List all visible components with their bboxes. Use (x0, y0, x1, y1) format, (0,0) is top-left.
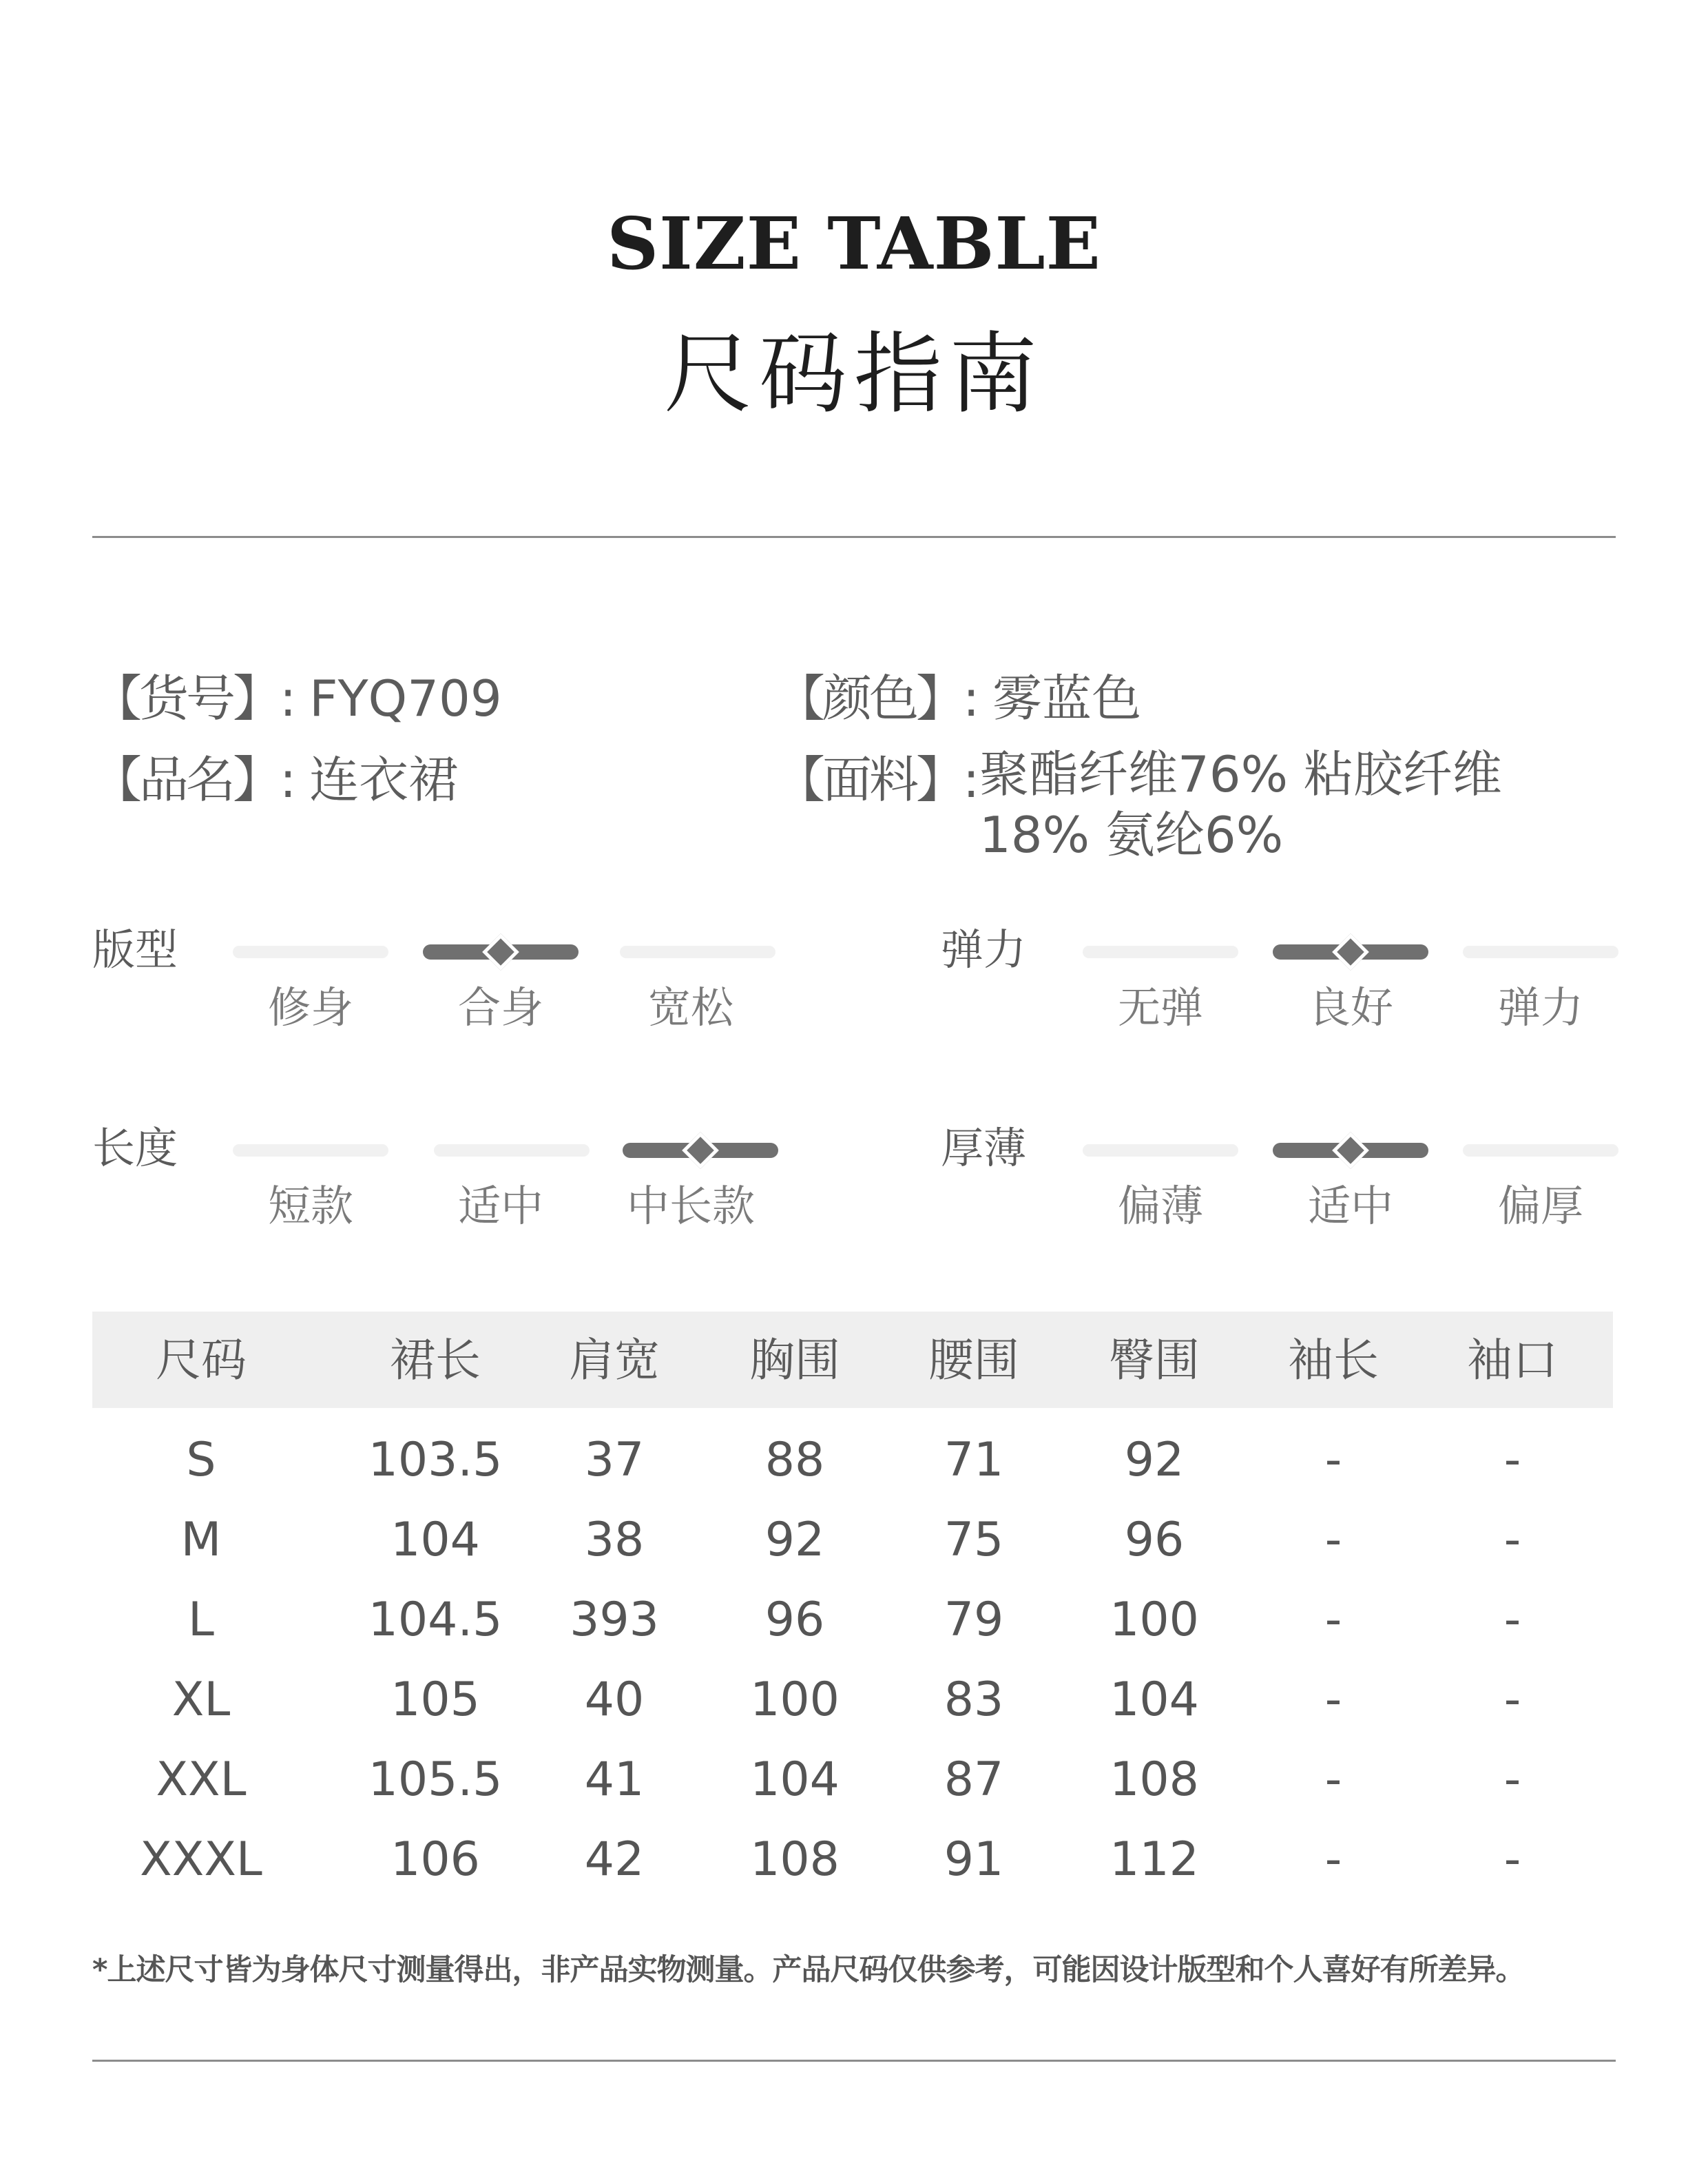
table-cell: - (1503, 1513, 1521, 1567)
scale-segment (233, 1144, 388, 1157)
table-cell: - (1324, 1673, 1342, 1727)
table-cell: 91 (944, 1832, 1004, 1887)
table-cell: 42 (584, 1832, 645, 1887)
item-number-row (92, 670, 502, 727)
table-cell: - (1503, 1832, 1521, 1887)
table-cell: 79 (944, 1593, 1004, 1647)
table-cell: 92 (764, 1513, 825, 1567)
table-cell: 104 (1110, 1673, 1199, 1727)
option-label: 无弹 (1117, 982, 1203, 1033)
attribute-label: 长度 (92, 1123, 178, 1173)
table-cell: 88 (764, 1433, 825, 1487)
table-cell: 83 (944, 1673, 1004, 1727)
fabric-value: 聚酯纤维76% 粘胶纤维18% 氨纶6% (979, 745, 1502, 864)
top-divider (92, 536, 1616, 538)
size-cell: M (180, 1513, 222, 1567)
product-name-value: 连衣裙 (309, 751, 459, 809)
bottom-divider (92, 2060, 1616, 2062)
table-cell: - (1503, 1752, 1521, 1807)
table-cell: 96 (1124, 1513, 1185, 1567)
option-label: 适中 (1307, 1181, 1393, 1231)
scale-segment (1463, 1144, 1618, 1157)
table-header-cell: 肩宽 (569, 1334, 660, 1387)
table-cell: 105.5 (368, 1752, 503, 1807)
fabric-row (775, 751, 977, 809)
item-number-value: FYQ709 (309, 670, 502, 727)
option-label: 弹力 (1497, 982, 1583, 1033)
option-label: 偏薄 (1117, 1181, 1203, 1231)
product-name-row (92, 751, 459, 809)
table-cell: 104.5 (368, 1593, 503, 1647)
table-cell: 41 (584, 1752, 645, 1807)
scale-segment (620, 946, 775, 958)
table-cell: - (1503, 1433, 1521, 1487)
product-name-label: 【品名】: (92, 751, 294, 809)
scale-segment (233, 946, 388, 958)
table-header-cell: 腰围 (928, 1334, 1019, 1387)
option-label: 良好 (1307, 982, 1393, 1033)
table-cell: 40 (584, 1673, 645, 1727)
item-number-label: 【货号】: (92, 670, 294, 727)
scale-segment-selected (423, 944, 579, 960)
selected-marker-icon (1332, 1132, 1369, 1169)
table-cell: 105 (390, 1673, 480, 1727)
table-header-cell: 胸围 (749, 1334, 840, 1387)
table-cell: 112 (1110, 1832, 1199, 1887)
table-header-cell: 臀围 (1109, 1334, 1200, 1387)
table-cell: - (1324, 1433, 1342, 1487)
attribute-label: 弹力 (941, 924, 1027, 975)
scale-segment-selected (1273, 1143, 1428, 1158)
table-cell: - (1503, 1673, 1521, 1727)
table-cell: - (1324, 1513, 1342, 1567)
size-cell: XL (171, 1673, 231, 1727)
size-cell: S (186, 1433, 216, 1487)
option-label: 适中 (457, 1181, 543, 1231)
option-label: 短款 (267, 1181, 353, 1231)
table-cell: 106 (390, 1832, 480, 1887)
scale-segment (1463, 946, 1618, 958)
table-header-cell: 袖口 (1467, 1334, 1558, 1387)
size-cell: L (188, 1593, 214, 1647)
option-label: 中长款 (626, 1181, 755, 1231)
table-cell: 75 (944, 1513, 1004, 1567)
attribute-label: 版型 (92, 924, 178, 975)
table-cell: 108 (750, 1832, 840, 1887)
table-cell: - (1324, 1832, 1342, 1887)
footnote: *上述尺寸皆为身体尺寸测量得出，非产品实物测量。产品尺码仅供参考，可能因设计版型和个人喜好有所差异。 (92, 1953, 1525, 1987)
table-cell: - (1503, 1593, 1521, 1647)
table-cell: 71 (944, 1433, 1004, 1487)
table-cell: 100 (1110, 1593, 1199, 1647)
color-label: 【颜色】: (775, 670, 977, 727)
size-cell: XXL (156, 1752, 247, 1807)
option-label: 偏厚 (1497, 1181, 1583, 1231)
table-header-cell: 尺码 (156, 1334, 247, 1387)
attribute-label: 厚薄 (941, 1123, 1027, 1173)
table-cell: 87 (944, 1752, 1004, 1807)
scale-segment-selected (1273, 944, 1428, 960)
option-label: 修身 (267, 982, 353, 1033)
fabric-label: 【面料】: (775, 751, 977, 809)
selected-marker-icon (482, 933, 519, 971)
table-cell: 37 (584, 1433, 645, 1487)
table-cell: 100 (750, 1673, 840, 1727)
size-cell: XXXL (140, 1832, 262, 1887)
page-title-cn: 尺码指南 (663, 323, 1044, 426)
table-cell: 103.5 (368, 1433, 503, 1487)
color-row (775, 670, 1142, 727)
table-header-cell: 裙长 (390, 1334, 481, 1387)
selected-marker-icon (682, 1132, 719, 1169)
scale-segment (434, 1144, 590, 1157)
scale-segment (1083, 946, 1238, 958)
table-cell: 108 (1110, 1752, 1199, 1807)
color-value: 雾蓝色 (992, 670, 1142, 727)
option-label: 宽松 (647, 982, 733, 1033)
table-cell: 393 (570, 1593, 659, 1647)
table-cell: - (1324, 1593, 1342, 1647)
scale-segment-selected (623, 1143, 778, 1158)
table-header-cell: 袖长 (1288, 1334, 1379, 1387)
scale-segment (1083, 1144, 1238, 1157)
selected-marker-icon (1332, 933, 1369, 971)
table-cell: 104 (390, 1513, 480, 1567)
table-cell: 104 (750, 1752, 840, 1807)
table-cell: 38 (584, 1513, 645, 1567)
option-label: 合身 (457, 982, 543, 1033)
page-title-en: SIZE TABLE (607, 201, 1101, 286)
table-cell: - (1324, 1752, 1342, 1807)
table-cell: 96 (764, 1593, 825, 1647)
table-cell: 92 (1124, 1433, 1185, 1487)
